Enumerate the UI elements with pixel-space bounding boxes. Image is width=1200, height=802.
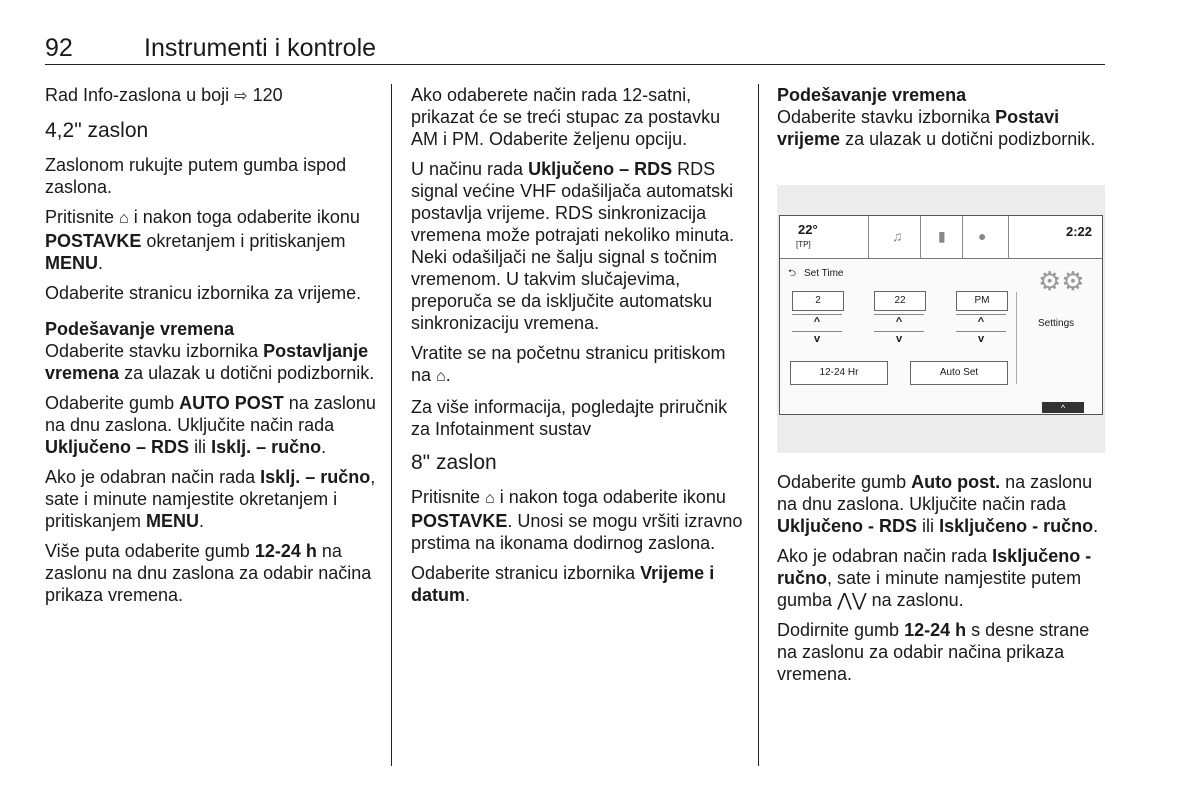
hour-up-button[interactable]: ^ [792, 314, 842, 330]
infotainment-screen [779, 215, 1103, 415]
home-icon: ⌂ [436, 368, 446, 385]
column-divider-1 [391, 84, 392, 766]
settings-screen-figure [777, 185, 1105, 453]
column-3-bottom [777, 471, 1112, 693]
status-bar [780, 216, 1102, 259]
paragraph: Pritisnite ⌂ i nakon toga odaberite ikonu POSTAVKE okretanjem i pritiskanjem MENU. [45, 207, 360, 273]
paragraph: Za više informacija, pogledajte priručnik za Infotainment sustav [411, 397, 728, 439]
clock: 2:22 [1065, 224, 1092, 239]
column-divider-2 [758, 84, 759, 766]
navigation-icon[interactable]: ● [978, 228, 987, 244]
paragraph: Odaberite gumb Auto post. na zaslonu na dnu zaslona. Uključite način rada Uključeno - RDS ili Isključeno - ručno. [777, 472, 1099, 536]
gears-icon[interactable]: ⚙⚙ [1038, 266, 1085, 296]
paragraph: U načinu rada Uključeno – RDS RDS signal većine VHF odašiljača automatski postavlja vrijeme. RDS sinkronizacija vremena može potrajati nekoliko minuta. Neki odašiljači ne šalju signal s točnim vremenom. U takvim slučajevima, preporuča se da isključite automatsku sinkronizaciju vremena. [411, 159, 735, 333]
hour-field[interactable]: 2 [792, 291, 844, 311]
paragraph: Ako je odabran način rada Isklj. – ručno, sate i minute namjestite okretanjem i pritiskanjem MENU. [45, 467, 376, 531]
subheading: Podešavanje vremena [45, 319, 235, 339]
column-3-top [777, 84, 1107, 158]
column-1 [45, 84, 380, 614]
paragraph: Odaberite stranicu izbornika za vrijeme. [45, 283, 362, 303]
divider [962, 216, 963, 258]
chevron-up-button[interactable]: ^ [1042, 402, 1084, 413]
paragraph [45, 84, 380, 108]
divider [1016, 292, 1017, 384]
ampm-field[interactable]: PM [956, 291, 1008, 311]
back-arrow-icon[interactable]: ⮌ [788, 268, 797, 279]
paragraph: Više puta odaberite gumb 12-24 h na zaslonu na dnu zaslona za odabir načina prikaza vremena. [45, 541, 372, 605]
paragraph: Vratite se na početnu stranicu pritiskom na ⌂. [411, 342, 746, 388]
paragraph: Pritisnite ⌂ i nakon toga odaberite ikonu POSTAVKE. Unosi se mogu vršiti izravno prstima na ikonama dodirnog zaslona. [411, 487, 743, 553]
subheading: Podešavanje vremena [777, 85, 967, 105]
section-heading: 8" zaslon [411, 451, 497, 474]
tp-indicator: [TP] [796, 240, 811, 249]
paragraph: Ako je odabran način rada Isključeno - ručno, sate i minute namjestite putem gumba ⋀⋁ na zaslonu. [777, 546, 1092, 610]
paragraph: Ako odaberete način rada 12-satni, prikazat će se treći stupac za postavku AM i PM. Odaberite željenu opciju. [411, 85, 721, 149]
12-24-hr-button[interactable]: 12-24 Hr [790, 361, 888, 385]
paragraph: Zaslonom rukujte putem gumba ispod zaslona. [45, 155, 347, 197]
paragraph: Odaberite stranicu izbornika Vrijeme i datum. [411, 563, 715, 605]
paragraph: Dodirnite gumb 12-24 h s desne strane na zaslonu za odabir načina prikaza vremena. [777, 620, 1090, 684]
hour-down-button[interactable]: v [792, 331, 842, 347]
minute-down-button[interactable]: v [874, 331, 924, 347]
divider [1008, 216, 1009, 258]
ampm-down-button[interactable]: v [956, 331, 1006, 347]
minute-field[interactable]: 22 [874, 291, 926, 311]
divider [920, 216, 921, 258]
paragraph: Odaberite stavku izbornika Postavljanje vremena za ulazak u dotični podizbornik. [45, 341, 375, 383]
music-icon[interactable]: ♫ [892, 228, 903, 244]
text: Rad Info-zaslona u boji [45, 85, 230, 105]
home-icon: ⌂ [119, 210, 129, 227]
home-icon: ⌂ [485, 490, 495, 507]
ampm-up-button[interactable]: ^ [956, 314, 1006, 330]
column-2 [411, 84, 746, 614]
divider [868, 216, 869, 258]
minute-up-button[interactable]: ^ [874, 314, 924, 330]
screen-title: ⮌ Set Time [788, 268, 844, 279]
page-title: Instrumenti i kontrole [144, 34, 377, 62]
paragraph: Odaberite stavku izbornika Postavi vrijeme za ulazak u dotični podizbornik. [777, 107, 1096, 149]
page-number: 92 [45, 34, 73, 62]
phone-icon[interactable]: ▮ [938, 228, 946, 244]
arrow-right-icon: ⇨ [234, 88, 248, 105]
auto-set-button[interactable]: Auto Set [910, 361, 1008, 385]
settings-label[interactable]: Settings [1038, 318, 1075, 329]
up-down-icon: ⋀⋁ [837, 590, 867, 610]
paragraph: Odaberite gumb AUTO POST na zaslonu na dnu zaslona. Uključite način rada Uključeno – RDS ili Isklj. – ručno. [45, 393, 376, 457]
section-heading: 4,2" zaslon [45, 119, 149, 142]
page-reference[interactable]: 120 [252, 85, 283, 105]
header-rule [45, 64, 1105, 65]
temperature: 22° [798, 222, 818, 237]
